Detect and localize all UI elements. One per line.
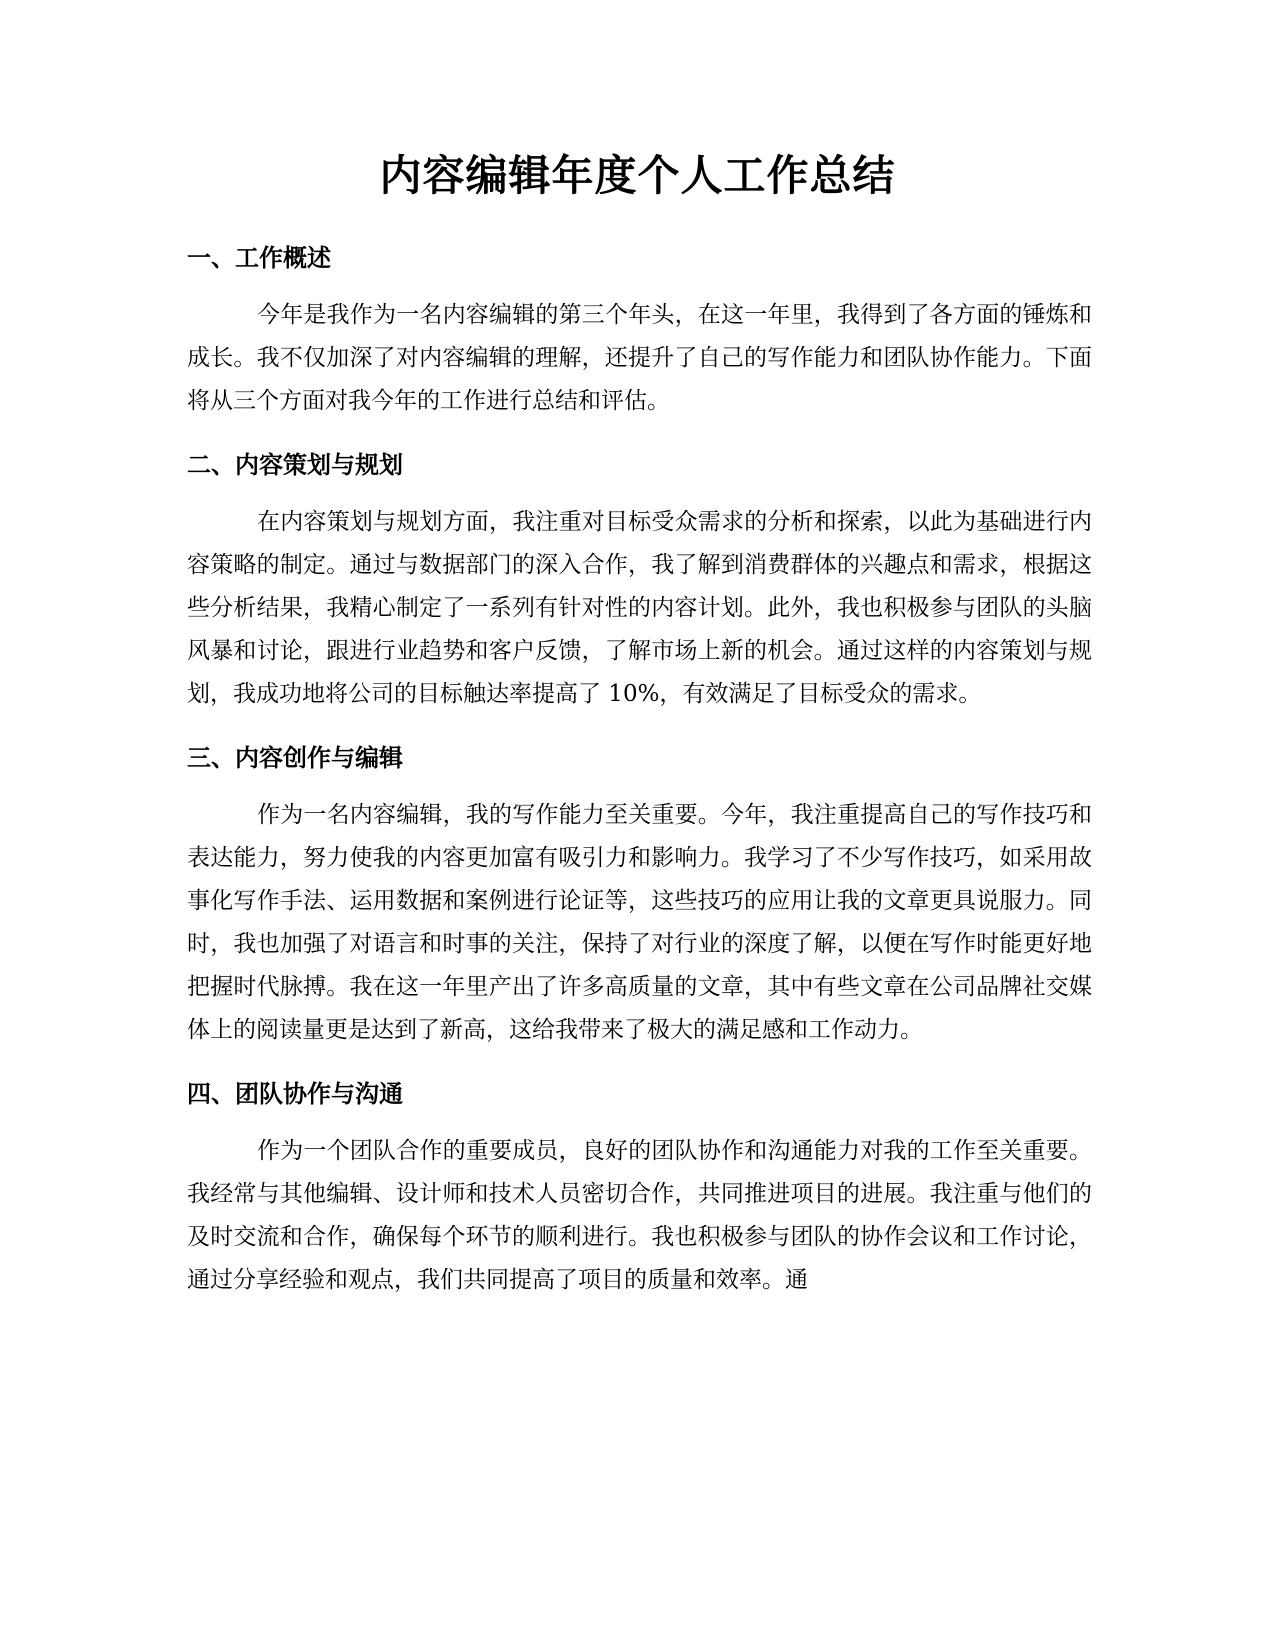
- section-heading: 一、工作概述: [187, 244, 331, 272]
- section-heading: 四、团队协作与沟通: [187, 1080, 403, 1108]
- section-paragraph: 在内容策划与规划方面，我注重对目标受众需求的分析和探索，以此为基础进行内容策略的制定。通过与数据部门的深入合作，我了解到消费群体的兴趣点和需求，根据这些分析结果，我精心制定了一系列有针对性的内容计划。此外，我也积极参与团队的头脑风暴和讨论，跟进行业趋势和客户反馈，了解市场上新的机会。通过这样的内容策划与规划，我成功地将公司的目标触达率提高了 10%，有效满足了目标受众的需求。: [187, 509, 1092, 707]
- section-teamwork: [187, 1078, 1092, 1302]
- section-paragraph: 作为一个团队合作的重要成员，良好的团队协作和沟通能力对我的工作至关重要。我经常与其他编辑、设计师和技术人员密切合作，共同推进项目的进展。我注重与他们的及时交流和合作，确保每个环节的顺利进行。我也积极参与团队的协作会议和工作讨论，通过分享经验和观点，我们共同提高了项目的质量和效率。通: [187, 1138, 1092, 1293]
- section-paragraph: 作为一名内容编辑，我的写作能力至关重要。今年，我注重提高自己的写作技巧和表达能力，努力使我的内容更加富有吸引力和影响力。我学习了不少写作技巧，如采用故事化写作手法、运用数据和案例进行论证等，这些技巧的应用让我的文章更具说服力。同时，我也加强了对语言和时事的关注，保持了对行业的深度了解，以便在写作时能更好地把握时代脉搏。我在这一年里产出了许多高质量的文章，其中有些文章在公司品牌社交媒体上的阅读量更是达到了新高，这给我带来了极大的满足感和工作动力。: [187, 802, 1092, 1043]
- section-heading: 三、内容创作与编辑: [187, 744, 403, 772]
- section-planning: [187, 449, 1092, 716]
- document-title: 内容编辑年度个人工作总结: [379, 151, 896, 200]
- section-paragraph: 今年是我作为一名内容编辑的第三个年头，在这一年里，我得到了各方面的锤炼和成长。我不仅加深了对内容编辑的理解，还提升了自己的写作能力和团队协作能力。下面将从三个方面对我今年的工作进行总结和评估。: [187, 302, 1092, 414]
- section-heading: 二、内容策划与规划: [187, 451, 403, 479]
- document-body: [187, 242, 1092, 1328]
- section-overview: [187, 242, 1092, 423]
- section-creation: [187, 742, 1092, 1052]
